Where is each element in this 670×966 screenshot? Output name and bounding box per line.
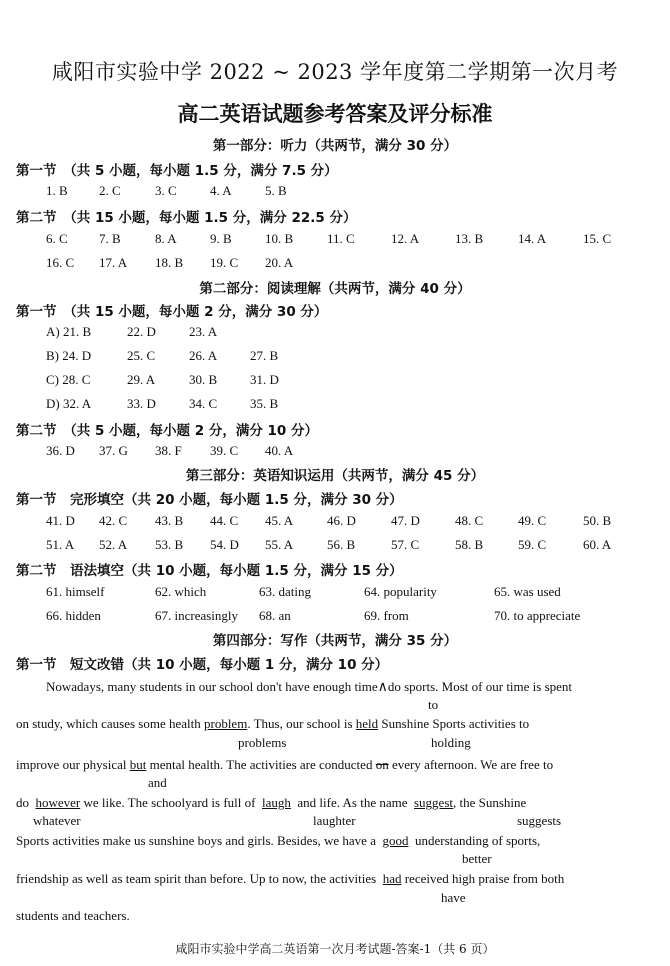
answer-item: 13. B <box>455 231 484 246</box>
answer-item: 42. C <box>99 513 128 528</box>
answer-item: 48. C <box>455 513 484 528</box>
part1-heading: 第一部分：听力（共两节，满分 30 分） <box>212 138 458 154</box>
error-word: suggest <box>414 795 453 810</box>
answer-item: 68. an <box>259 608 291 623</box>
answer-item: 34. C <box>189 396 218 411</box>
answer-item: 55. A <box>265 537 294 552</box>
answer-item: 14. A <box>518 231 547 246</box>
essay-line <box>16 716 656 732</box>
correction: to <box>428 697 439 712</box>
answer-item: 46. D <box>327 513 356 528</box>
answer-item: 30. B <box>189 372 218 387</box>
answer-item: 51. A <box>46 537 75 552</box>
essay-text: . Thus, our school is <box>247 716 353 731</box>
answer-item: 25. C <box>127 348 156 363</box>
error-word: had <box>382 871 402 886</box>
essay-text: Sports activities make us sunshine boys and girls. Besides, we have a <box>16 833 376 848</box>
part4-sec1-label: 第一节 短文改错（共 10 小题，每小题 1 分，满分 10 分） <box>16 657 389 673</box>
answer-item: 44. C <box>210 513 239 528</box>
essay-text: do <box>16 795 29 810</box>
error-word: good <box>382 833 409 848</box>
essay-text: received high praise from both <box>404 871 565 886</box>
essay-text: every afternoon. We are free to <box>391 757 554 772</box>
answer-item: 3. C <box>155 183 177 198</box>
answer-item: 62. which <box>155 584 207 599</box>
part4-heading: 第四部分：写作（共两节，满分 35 分） <box>212 633 458 649</box>
answer-item: 35. B <box>250 396 279 411</box>
answer-item: D) 32. A <box>46 396 92 411</box>
essay-text: on study, which causes some health <box>16 716 201 731</box>
error-word: however <box>35 795 81 810</box>
answer-item: 54. D <box>210 537 239 552</box>
error-word: laugh <box>262 795 291 810</box>
page-footer: 咸阳市实验中学高二英语第一次月考试题-答案-1（共 6 页） <box>175 942 495 956</box>
answer-item: 59. C <box>518 537 547 552</box>
correction: problems <box>238 735 287 750</box>
essay-line <box>46 679 656 696</box>
answer-item: 38. F <box>155 443 182 458</box>
correction: have <box>441 890 466 905</box>
part3-sec1-label: 第一节 完形填空（共 20 小题，每小题 1.5 分，满分 30 分） <box>16 492 403 508</box>
essay-text: , the Sunshine <box>453 795 527 810</box>
essay-text: and life. As the name <box>297 795 408 810</box>
answer-item: 50. B <box>583 513 612 528</box>
essay-line <box>16 757 656 773</box>
answer-item: 49. C <box>518 513 547 528</box>
answer-item: 37. G <box>99 443 128 458</box>
answer-item: 41. D <box>46 513 75 528</box>
essay-text: friendship as well as team spirit than before. Up to now, the activities <box>16 871 377 886</box>
essay-line <box>16 795 656 811</box>
part2-heading: 第二部分：阅读理解（共两节，满分 40 分） <box>199 281 471 297</box>
answer-item: 22. D <box>127 324 156 339</box>
answer-item: 36. D <box>46 443 75 458</box>
answer-item: C) 28. C <box>46 372 91 387</box>
part3-sec2-label: 第二节 语法填空（共 10 小题，每小题 1.5 分，满分 15 分） <box>16 563 403 579</box>
answer-item: B) 24. D <box>46 348 92 363</box>
essay-text: students and teachers. <box>16 908 130 923</box>
answer-item: 56. B <box>327 537 356 552</box>
answer-item: 10. B <box>265 231 294 246</box>
answer-item: 5. B <box>265 183 287 198</box>
essay-text: mental health. The activities are conducted <box>149 757 373 772</box>
deleted-word: on <box>375 757 389 772</box>
answer-item: 47. D <box>391 513 420 528</box>
answer-item: 52. A <box>99 537 128 552</box>
answer-item: 27. B <box>250 348 279 363</box>
answer-item: 60. A <box>583 537 612 552</box>
answer-item: 57. C <box>391 537 420 552</box>
answer-item: 45. A <box>265 513 294 528</box>
answer-item: 61. himself <box>46 584 105 599</box>
answer-item: 6. C <box>46 231 68 246</box>
answer-item: 17. A <box>99 255 128 270</box>
answer-item: 63. dating <box>259 584 311 599</box>
answer-item: 12. A <box>391 231 420 246</box>
answer-item: 20. A <box>265 255 294 270</box>
exam-title: 咸阳市实验中学 2022 ~ 2023 学年度第二学期第一次月考 <box>51 60 619 84</box>
part2-sec2-label: 第二节 （共 5 小题，每小题 2 分，满分 10 分） <box>16 423 319 439</box>
insert-caret-icon: ∧ <box>377 680 388 695</box>
correction: better <box>462 851 492 866</box>
answer-item: 15. C <box>583 231 612 246</box>
answer-item: A) 21. B <box>46 324 92 339</box>
essay-text: do sports. Most of our time is spent <box>387 679 573 694</box>
part2-sec1-label: 第一节 （共 15 小题，每小题 2 分，满分 30 分） <box>16 304 328 320</box>
essay-line <box>16 833 656 849</box>
answer-item: 58. B <box>455 537 484 552</box>
answer-key-title: 高二英语试题参考答案及评分标准 <box>177 102 493 126</box>
answer-item: 40. A <box>265 443 294 458</box>
answer-item: 65. was used <box>494 584 561 599</box>
answer-item: 4. A <box>210 183 232 198</box>
answer-item: 43. B <box>155 513 184 528</box>
correction: suggests <box>517 813 562 828</box>
answer-item: 66. hidden <box>46 608 101 623</box>
answer-item: 33. D <box>127 396 156 411</box>
answer-item: 39. C <box>210 443 239 458</box>
answer-item: 1. B <box>46 183 68 198</box>
correction: holding <box>431 735 471 750</box>
answer-item: 23. A <box>189 324 218 339</box>
answer-item: 70. to appreciate <box>494 608 581 623</box>
essay-text: Nowadays, many students in our school don't have enough time <box>46 679 378 694</box>
answer-item: 69. from <box>364 608 409 623</box>
answer-item: 64. popularity <box>364 584 437 599</box>
answer-item: 8. A <box>155 231 177 246</box>
essay-text: Sunshine Sports activities to <box>381 716 530 731</box>
part3-heading: 第三部分：英语知识运用（共两节，满分 45 分） <box>185 468 485 484</box>
answer-item: 26. A <box>189 348 218 363</box>
error-word: held <box>355 716 379 731</box>
error-word: problem <box>203 716 248 731</box>
part1-sec1-label: 第一节 （共 5 小题，每小题 1.5 分，满分 7.5 分） <box>16 163 338 179</box>
answer-item: 18. B <box>155 255 184 270</box>
answer-item: 67. increasingly <box>155 608 239 623</box>
answer-item: 31. D <box>250 372 279 387</box>
answer-item: 9. B <box>210 231 232 246</box>
answer-item: 2. C <box>99 183 121 198</box>
correction: whatever <box>33 813 81 828</box>
answer-item: 19. C <box>210 255 239 270</box>
correction: laughter <box>313 813 356 828</box>
error-word: but <box>129 757 147 772</box>
essay-text: we like. The schoolyard is full of <box>83 795 256 810</box>
essay-line <box>16 871 656 887</box>
essay-line <box>16 908 656 924</box>
answer-item: 53. B <box>155 537 184 552</box>
part1-sec2-label: 第二节 （共 15 小题，每小题 1.5 分，满分 22.5 分） <box>16 210 357 226</box>
answer-item: 16. C <box>46 255 75 270</box>
essay-text: improve our physical <box>16 757 127 772</box>
answer-item: 7. B <box>99 231 121 246</box>
answer-item: 29. A <box>127 372 156 387</box>
essay-text: understanding of sports, <box>414 833 541 848</box>
answer-item: 11. C <box>327 231 355 246</box>
correction: and <box>148 775 167 790</box>
